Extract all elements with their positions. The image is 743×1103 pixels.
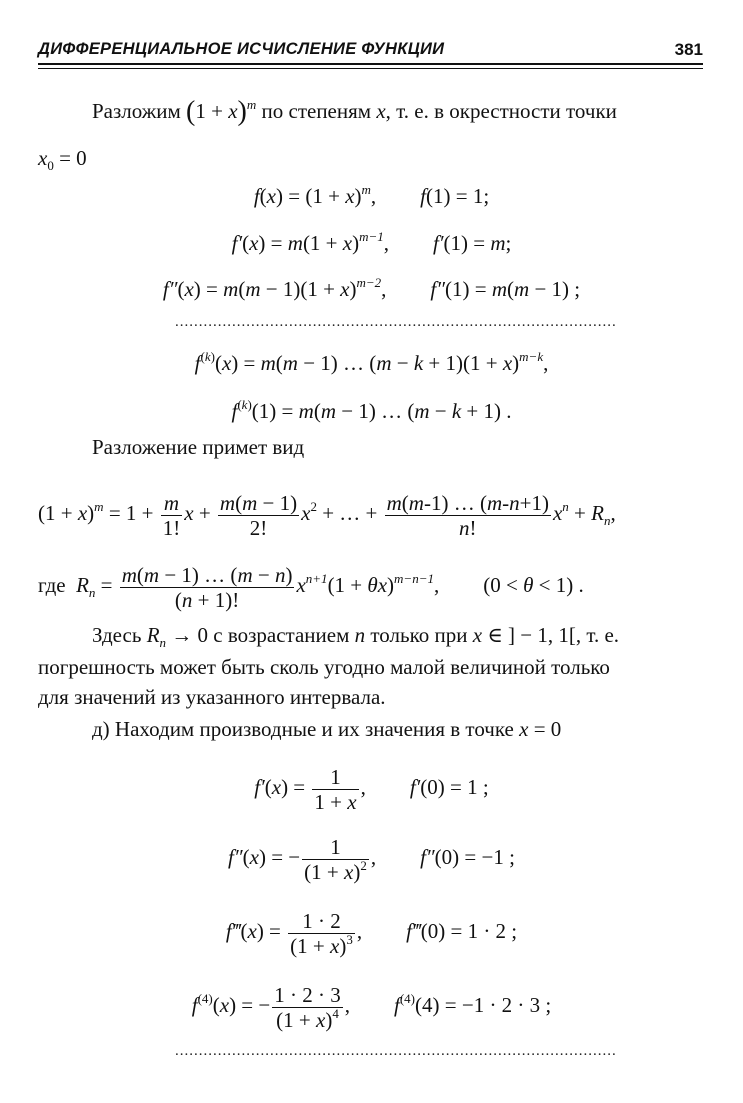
here-line: Здесь $R_n \to 0$ с возрастанием n только при x ∈ ] − 1, 1[, т. е. bbox=[92, 623, 620, 650]
formula-f: $f(x) = (1 + x)^m$, f(1) = 1; bbox=[253, 182, 490, 208]
intro-line bbox=[92, 98, 617, 125]
here-text-4: , т. е. bbox=[575, 623, 620, 647]
item-d-line: д) Находим производные и их значения в точке x = 0 bbox=[92, 717, 562, 741]
header-title: ДИФФЕРЕНЦИАЛЬНОЕ ИСЧИСЛЕНИЕ ФУНКЦИИ bbox=[38, 40, 445, 58]
here-text-3: только при bbox=[370, 623, 468, 647]
item-d-text: д) Находим производные и их значения в точке bbox=[92, 717, 514, 741]
here-text-1: Здесь bbox=[92, 623, 142, 647]
formula-g3: f‴(x) = $\frac{1 \cdot 2}{(1 + x)^3}$ , f‴(0) = 1 · 2 ; bbox=[225, 908, 518, 958]
error-line: погрешность может быть сколь угодно малой величиной только bbox=[38, 655, 610, 679]
ellipsis-row-bottom: ............................................................................................. bbox=[175, 1043, 617, 1059]
here-text-2: с возрастанием bbox=[213, 623, 350, 647]
intro-text-3: , т. е. в окрестности точки bbox=[385, 99, 617, 123]
expansion-intro: Разложение примет вид bbox=[92, 435, 305, 459]
formula-g1: f′(x) = $\frac{1}{1 + x}$ , f′(0) = 1 ; bbox=[254, 764, 489, 814]
running-header bbox=[38, 40, 703, 70]
values-line: для значений из указанного интервала. bbox=[38, 685, 386, 709]
ellipsis-row: ............................................................................................. bbox=[175, 314, 617, 330]
formula-expansion: $(1 + x)^m = 1$ + $\frac{m}{1!}$ x + $\frac{m(m - 1)}{2!}$ $x^2$ + … + $\frac{m(m-1) \dots (m-n+1)}{n!}$ $x^n + R_n$, bbox=[38, 490, 616, 540]
var-x: x bbox=[376, 99, 386, 123]
formula-g4: $f^{(4)}(x)$ = − $\frac{1 \cdot 2 \cdot 3}{(1 + x)^4}$ , $f^{(4)}(4) = -1 \cdot 2 \cdot 3$ ; bbox=[191, 982, 552, 1032]
formula-f2: $f''(x) = m(m - 1)(1 + x)^{m-2}$, f″(1) = m(m − 1) ; bbox=[162, 275, 581, 301]
formula-g2: f″(x) = − $\frac{1}{(1 + x)^2}$ , f″(0) = −1 ; bbox=[228, 834, 515, 884]
formula-binomial: $(1 + x)^m$ bbox=[186, 96, 257, 127]
intro-text-2: по степеням bbox=[261, 99, 372, 123]
header-rule-thin bbox=[38, 68, 703, 69]
header-rule bbox=[38, 63, 703, 65]
formula-f1: $f'(x) = m(1 + x)^{m-1}$, f′(1) = m; bbox=[231, 229, 512, 255]
page-number: 381 bbox=[674, 40, 703, 59]
formula-fk1: $f^{(k)}(1) = m(m - 1)$ … (m − k + 1) . bbox=[231, 397, 512, 423]
where-word: где bbox=[38, 573, 66, 597]
formula-fk: $f^{(k)}(x) = m(m - 1)$ … $(m - k + 1)(1 + x)^{m-k}$, bbox=[194, 349, 549, 375]
intro-text-1: Разложим bbox=[92, 99, 181, 123]
point-x0: $x_0 = 0$ bbox=[38, 146, 87, 173]
formula-remainder: где $R_n$ = $\frac{m(m - 1) \dots (m - n)}{(n + 1)!}$ $x^{n+1}(1 + \theta x)^{m-n-1}$, (0 < θ < 1) . bbox=[38, 562, 584, 612]
